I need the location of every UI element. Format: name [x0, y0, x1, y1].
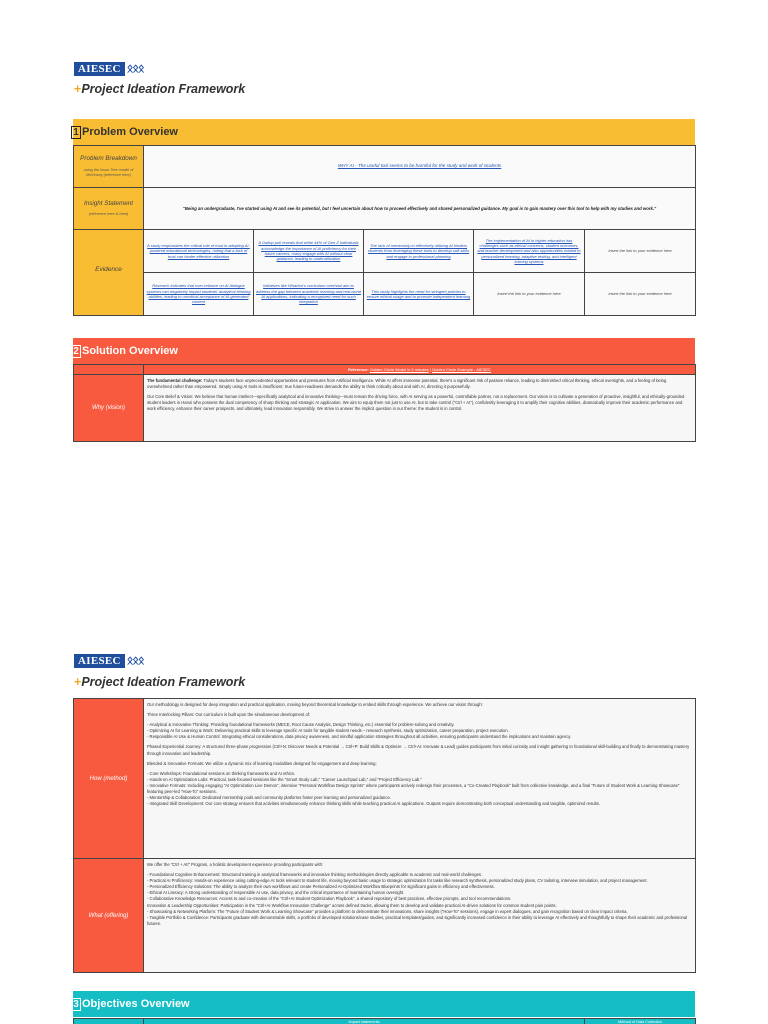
evidence-link[interactable]: A study emphasizes the critical role of trust in adopting AI-powered educational technologies, noting that a lack of trust can hinder effective utilization: [147, 242, 250, 259]
evidence-cell: [474, 230, 585, 273]
document-title: [74, 675, 245, 689]
section-number: 1: [71, 126, 81, 139]
evidence-row-1: [74, 230, 696, 273]
format-item: - Core Workshops: Foundational sessions on thinking frameworks and AI ethics.: [147, 770, 296, 776]
evidence-placeholder: Insert the link to your evidence here: [608, 291, 672, 297]
format-item: - Hands-on AI Optimization Labs: Practical, task-focused sessions like the "Smart Study Lab," "Career Launchpad Lab," and "Project Efficiency Lab.": [147, 776, 422, 782]
evidence-placeholder: Insert the link to your evidence here: [608, 248, 672, 254]
section-solution-overview-header: [73, 338, 695, 364]
evidence-label: Evidence: [95, 266, 122, 274]
title-text: Project Ideation Framework: [81, 675, 246, 689]
document-title: [74, 82, 245, 96]
evidence-cell: [144, 273, 254, 316]
evidence-placeholder: Insert the link to your evidence here: [497, 291, 561, 297]
solution-how-what-table: [73, 698, 696, 973]
why-content: [144, 375, 696, 442]
what-intro: We offer the "Ctrl + AI!" Program, a holistic development experience providing participants with:: [147, 862, 324, 867]
evidence-placeholder-cell: [474, 273, 585, 316]
problem-breakdown-link[interactable]: WHY AI - The useful tool seems to be harmful for the study and work of students: [337, 163, 502, 169]
phased-journey-text: Phased Experiential Journey: A structured three-phase progression (Ctrl+N: Discover Needs & Potential → Ctrl+P: Build Skills & Optimize → Ctrl+AI: Innovate & Lead) guides participants from initial curiosity and insight gathering to foundational skill-building and finally to demonstrating mastery through innovation and leadership.: [147, 744, 690, 756]
method-of-data-collection-header: Method of Data Collection: [585, 1019, 696, 1024]
evidence-label-cell: [74, 230, 144, 316]
pillar-item: - Optimizing AI for Learning & Work: Delivering practical skills to leverage specific AI tools for tangible student needs – research synthesis, study optimization, career preparation, project execution.: [147, 728, 509, 734]
aiesec-logo: [74, 62, 144, 76]
evidence-link[interactable]: This study highlights the need for stringent policies to ensure ethical usage and to promote independent learning: [366, 288, 471, 299]
logo-wordmark: AIESEC: [74, 654, 125, 668]
title-text: Project Ideation Framework: [81, 82, 246, 96]
evidence-link[interactable]: Initiatives like Wharton's curriculum overhaul aim to address the gap between academic learning and real-world AI applications, indicating a recognized need for such integration: [256, 283, 361, 305]
how-intro: Our methodology is designed for deep integration and practical application, moving beyond theoretical knowledge to embed skills through experience. We achieve our vision through:: [147, 702, 483, 707]
pillar-item: - Analytical & Innovative Thinking: Providing foundational frameworks (MECE, Root Cause Analysis, Design Thinking, etc.) essential for problem-solving and creativity.: [147, 722, 455, 728]
title-plus-icon: +: [74, 82, 82, 96]
what-label: What (offering): [74, 859, 144, 973]
problem-breakdown-label: Problem Breakdown: [80, 155, 137, 163]
offering-item: - Personalized Efficiency Solutions: The ability to analyze their own workflows and create Personalized AI-Optimized Workflow Blueprints for significant gains in efficiency and effectiveness.: [147, 884, 495, 890]
pillar-item: - Responsible AI Use & Human Control: Integrating ethical considerations, data privacy awareness, and mindful application strategies throughout all activities, ensuring participants understand the implications and maintain agency.: [147, 734, 572, 740]
what-content: [144, 859, 696, 973]
reference-row: [74, 365, 696, 375]
core-belief-text: Our Core Belief & Vision: We believe that human intellect—specifically analytical and innovative thinking—must remain the driving force, with AI serving as a powerful, controllable partner, not a replacement. Our vision is to cultivate a generation of proactive, insightful, and ethically-grounded student leaders in Hanoi who possess the dual competency of sharp thinking and strategic AI application. We aim to equip them not just to use AI, but to take control ("Ctrl + AI"), confidently leveraging it to amplify their cognitive abilities, dramatically improve their academic performance and work efficiency, enhance their career prospects, and ultimately, lead innovation responsibly. We strive to answer the implicit question in our theme: the student is in control.: [147, 394, 685, 412]
solution-why-table: [73, 364, 696, 442]
evidence-link[interactable]: The implementation of AI in higher education has challenges such as ethical concerns, student outcomes, and teacher development and also opportunities related to personalized learning, adaptive testing, and intelligent tutoring systems: [477, 237, 581, 265]
evidence-cell: [364, 230, 474, 273]
why-label: Why (vision): [74, 375, 144, 442]
how-label: How (method): [74, 699, 144, 859]
insight-statement-label-cell: [74, 188, 144, 230]
insight-statement-label: Insight Statement: [83, 199, 133, 207]
offering-item: - Collaborative Knowledge Resources: Access to and co-creation of the "Ctrl+AI Student Optimization Playbook", a shared repository of best practices, effective prompts, and tool recommendations.: [147, 896, 512, 902]
logo-figures-icon: ᛟᛟᛟ: [126, 655, 144, 667]
how-content: [144, 699, 696, 859]
reference-cell: [144, 365, 696, 375]
format-item: - Mentorship & Collaboration: Dedicated mentorship pods and community platforms foster peer learning and personalized guidance.: [147, 795, 391, 801]
logo-figures-icon: ᛟᛟᛟ: [126, 63, 144, 75]
impact-statements-header: Impact statements: [144, 1019, 585, 1024]
evidence-link[interactable]: Research indicates that over-reliance on AI dialogue systems can negatively impact students' analytical thinking abilities, leading to uncritical acceptance of AI-generated content: [146, 283, 251, 305]
offering-item: - Showcasing & Networking Platform: The "Future of Student Work & Learning Showcase" provides a platform to demonstrate their innovations, share insights ("How-To" sessions), engage in expert dialogues, and gain recognition based on clear impact criteria.: [147, 908, 628, 914]
evidence-link[interactable]: The lack of mentorship in effectively utilizing AI hinders students from leveraging these tools to develop soft skills and engage in professional planning: [367, 242, 470, 259]
section-number: 2: [71, 345, 81, 358]
insight-statement-text: "Being an undergraduate, I've started using AI and see its potential, but I feel uncertain about how to proceed effectively and shared personalized guidance. My goal is to gain mastery over this tool to help with my studies and work.": [182, 205, 657, 211]
section-title: Solution Overview: [82, 345, 178, 357]
offering-item: - Foundational Cognitive Enhancement: Structured training in analytical frameworks and innovative thinking methodologies directly applicable to academic and real-world challenges.: [147, 872, 483, 878]
title-plus-icon: +: [74, 675, 82, 689]
format-item: - Innovative Formats: Including engaging "AI Optimization Live Demos", intensive "Personal Workflow Design Sprints" where participants actively redesign their processes, a "Co-Created Playbook" built from collective knowledge, and a final "Future of Student Work & Learning Showcase" featuring peer-led "How-To" sessions.: [147, 782, 680, 795]
golden-circle-model-link[interactable]: Golden Circle Model in 5 minutes: [369, 367, 429, 372]
reference-prefix: Reference:: [348, 367, 370, 372]
problem-breakdown-value-cell: [144, 146, 696, 188]
pillars-head: Three Interlocking Pillars: Our curriculum is built upon the simultaneous development of:: [147, 712, 311, 718]
insight-statement-value-cell: [144, 188, 696, 230]
problem-overview-table: [73, 145, 696, 316]
section-objectives-overview-header: [73, 991, 695, 1017]
what-row: [74, 859, 696, 973]
evidence-placeholder-cell: [585, 273, 696, 316]
section-number: 3: [71, 998, 81, 1011]
offering-item: - Tangible Portfolio & Confidence: Participants graduate with demonstrable skills, a portfolio of developed solutions/case studies, practical templates/guides, and significantly increased confidence in their ability to leverage AI effectively and thoughtfully to shape their academic and professional futures.: [147, 914, 688, 926]
offering-item: - Ethical AI Literacy: A strong understanding of responsible AI use, data privacy, and the critical importance of maintaining human oversight.: [147, 890, 405, 896]
objectives-header-row: [74, 1019, 696, 1024]
blended-head: Blended & Innovative Formats: We utilize a dynamic mix of learning modalities designed for engagement and deep learning:: [147, 760, 377, 766]
offering-item: Innovation & Leadership Opportunities: Participation in the "Ctrl+AI Workflow Innovation Challenge" across defined tracks, allowing them to develop and validate practical AI-driven solutions for common student pain points.: [147, 902, 557, 908]
how-row: [74, 699, 696, 859]
logo-wordmark: AIESEC: [74, 62, 125, 76]
evidence-cell: [254, 273, 364, 316]
evidence-row-2: [74, 273, 696, 316]
offering-item: - Practical AI Proficiency: Hands-on experience using cutting-edge AI tools relevant to student life, moving beyond basic usage to strategic optimization for tasks like research synthesis, personalized study plans, CV tailoring, interview simulation, and project management.: [147, 878, 648, 884]
reference-separator: |: [428, 367, 433, 372]
challenge-text: Today's students face unprecedented opportunities and pressures from Artificial Intelligence. While AI offers immense potential, there's a significant risk of passive reliance, leading to diminished critical thinking, ethical oversights, and a feeling of being overwhelmed rather than empowered. Simply using AI tools is insufficient; true future-readiness demands the ability to think critically about and with AI, directing it purposefully.: [147, 378, 667, 390]
problem-breakdown-note: using the Issue Tree model of McKinsey (reference here): [83, 167, 134, 177]
problem-breakdown-row: [74, 146, 696, 188]
why-row: [74, 375, 696, 442]
evidence-placeholder-cell: [585, 230, 696, 273]
evidence-cell: [254, 230, 364, 273]
evidence-link[interactable]: A Gallup poll reveals that while 44% of Gen Z individuals acknowledge the importance of AI proficiency for their future careers, many engage with AI without clear guidance, leading to underutilization: [258, 240, 359, 262]
insight-statement-note: (reference here & here): [88, 212, 129, 217]
golden-circle-example-link[interactable]: Golden Circle Example - AIESEC: [432, 367, 491, 372]
format-item: - Integrated Skill Development: Our core strategy ensures that activities simultaneously enhance thinking skills while teaching practical AI applications. Outputs require demonstrating both conceptual understanding and tangible, optimized results.: [147, 801, 600, 807]
section-title: Problem Overview: [82, 126, 178, 138]
aiesec-logo: [74, 654, 144, 668]
problem-breakdown-label-cell: [74, 146, 144, 188]
challenge-lead: The fundamental challenge:: [147, 378, 203, 383]
insight-statement-row: [74, 188, 696, 230]
section-title: Objectives Overview: [82, 998, 190, 1010]
section-problem-overview-header: [73, 119, 695, 145]
objectives-table: [73, 1018, 696, 1024]
evidence-cell: [364, 273, 474, 316]
evidence-cell: [144, 230, 254, 273]
